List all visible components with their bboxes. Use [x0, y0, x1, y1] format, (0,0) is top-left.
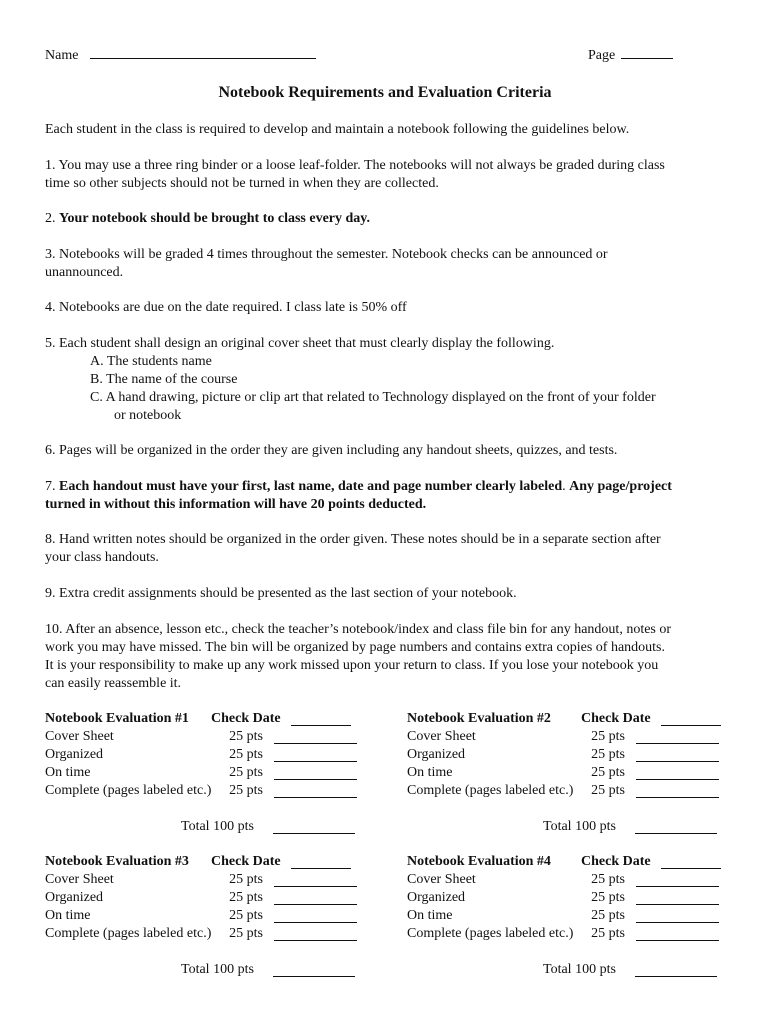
page-blank-line[interactable]: [621, 46, 673, 59]
criterion-label: Complete (pages labeled etc.): [407, 926, 574, 941]
evaluation-block-4: [407, 853, 727, 979]
criterion-points: 25 pts: [591, 729, 625, 744]
item-4: 4. Notebooks are due on the date required. I class late is 50% off: [45, 300, 407, 315]
score-blank[interactable]: [636, 909, 719, 923]
score-blank[interactable]: [636, 873, 719, 887]
score-blank[interactable]: [274, 748, 357, 762]
item-5-sub-c-line-2: or notebook: [114, 408, 182, 423]
page-title: Notebook Requirements and Evaluation Criteria: [218, 84, 552, 101]
score-blank[interactable]: [274, 784, 357, 798]
score-blank[interactable]: [274, 927, 357, 941]
criterion-label: Complete (pages labeled etc.): [407, 783, 574, 798]
total-label: Total 100 pts: [181, 819, 254, 834]
check-date-blank[interactable]: [661, 712, 721, 726]
criterion-points: 25 pts: [229, 908, 263, 923]
item-2-bold-text: Your notebook should be brought to class every day.: [59, 211, 371, 226]
item-5-sub-a: A. The students name: [90, 354, 212, 369]
item-2-number: 2.: [45, 211, 59, 226]
criterion-label: Complete (pages labeled etc.): [45, 783, 212, 798]
item-2: [45, 210, 730, 228]
total-blank[interactable]: [635, 963, 717, 977]
score-blank[interactable]: [274, 766, 357, 780]
criterion-points: 25 pts: [591, 890, 625, 905]
criterion-label: Organized: [45, 890, 104, 905]
criterion-points: 25 pts: [229, 783, 263, 798]
evaluation-title: Notebook Evaluation #4: [407, 854, 551, 869]
score-blank[interactable]: [636, 748, 719, 762]
total-label: Total 100 pts: [543, 962, 616, 977]
item-7-line-1: [45, 478, 730, 496]
criterion-points: 25 pts: [591, 765, 625, 780]
score-blank[interactable]: [274, 730, 357, 744]
item-8-line-1: 8. Hand written notes should be organized in the order given. These notes should be in a separate section after: [45, 532, 661, 547]
check-date-blank[interactable]: [291, 855, 351, 869]
score-blank[interactable]: [274, 891, 357, 905]
criterion-label: Cover Sheet: [407, 872, 476, 887]
total-label: Total 100 pts: [181, 962, 254, 977]
total-blank[interactable]: [273, 820, 355, 834]
evaluation-title: Notebook Evaluation #2: [407, 711, 551, 726]
evaluation-block-3: [45, 853, 365, 979]
intro-text: Each student in the class is required to develop and maintain a notebook following the guidelines below.: [45, 122, 630, 137]
criterion-label: Cover Sheet: [407, 729, 476, 744]
item-7-bold-text-1: Each handout must have your first, last name, date and page number clearly labeled: [59, 479, 563, 494]
item-10-line-1: 10. After an absence, lesson etc., check the teacher’s notebook/index and class file bin for any handout, notes or: [45, 622, 672, 637]
score-blank[interactable]: [636, 766, 719, 780]
total-blank[interactable]: [635, 820, 717, 834]
criterion-points: 25 pts: [229, 765, 263, 780]
criterion-label: On time: [407, 765, 453, 780]
item-7-period: .: [562, 479, 570, 494]
criterion-points: 25 pts: [229, 872, 263, 887]
criterion-label: On time: [45, 908, 91, 923]
item-3-line-1: 3. Notebooks will be graded 4 times throughout the semester. Notebook checks can be announced or: [45, 247, 608, 262]
total-label: Total 100 pts: [543, 819, 616, 834]
score-blank[interactable]: [636, 891, 719, 905]
criterion-points: 25 pts: [591, 747, 625, 762]
score-blank[interactable]: [636, 927, 719, 941]
item-6: 6. Pages will be organized in the order they are given including any handout sheets, quizzes, and tests.: [45, 443, 618, 458]
criterion-label: On time: [45, 765, 91, 780]
criterion-points: 25 pts: [229, 926, 263, 941]
item-1-line-2: time so other subjects should not be turned in when they are collected.: [45, 176, 439, 191]
criterion-points: 25 pts: [591, 872, 625, 887]
total-blank[interactable]: [273, 963, 355, 977]
evaluation-title: Notebook Evaluation #1: [45, 711, 189, 726]
item-10-line-3: It is your responsibility to make up any work missed upon your return to class. If you lose your notebook you: [45, 658, 659, 673]
criterion-label: Organized: [407, 890, 466, 905]
check-date-label: Check Date: [211, 854, 281, 869]
score-blank[interactable]: [636, 730, 719, 744]
score-blank[interactable]: [274, 873, 357, 887]
item-5-sub-c-line-1: C. A hand drawing, picture or clip art that related to Technology displayed on the front of your folder: [90, 390, 656, 405]
page-label: Page: [588, 48, 616, 63]
item-7-bold-text-2: Any page/project: [569, 479, 672, 494]
criterion-points: 25 pts: [229, 729, 263, 744]
criterion-label: Organized: [45, 747, 104, 762]
evaluation-title: Notebook Evaluation #3: [45, 854, 189, 869]
name-blank-line[interactable]: [90, 46, 316, 59]
item-7-line-2: turned in without this information will have 20 points deducted.: [45, 497, 427, 512]
criterion-label: Cover Sheet: [45, 872, 114, 887]
item-5-line-1: 5. Each student shall design an original cover sheet that must clearly display the following.: [45, 336, 555, 351]
item-3-line-2: unannounced.: [45, 265, 124, 280]
check-date-blank[interactable]: [291, 712, 351, 726]
check-date-label: Check Date: [211, 711, 281, 726]
check-date-blank[interactable]: [661, 855, 721, 869]
item-5-sub-b: B. The name of the course: [90, 372, 238, 387]
score-blank[interactable]: [274, 909, 357, 923]
evaluation-block-2: [407, 710, 727, 836]
criterion-label: Complete (pages labeled etc.): [45, 926, 212, 941]
evaluation-block-1: [45, 710, 365, 836]
criterion-points: 25 pts: [229, 747, 263, 762]
criterion-label: Cover Sheet: [45, 729, 114, 744]
check-date-label: Check Date: [581, 854, 651, 869]
criterion-points: 25 pts: [591, 926, 625, 941]
item-10-line-4: can easily reassemble it.: [45, 676, 182, 691]
item-8-line-2: your class handouts.: [45, 550, 159, 565]
criterion-points: 25 pts: [591, 908, 625, 923]
item-7-number: 7.: [45, 479, 59, 494]
criterion-label: On time: [407, 908, 453, 923]
page-field-row: [588, 46, 708, 65]
item-9: 9. Extra credit assignments should be presented as the last section of your notebook.: [45, 586, 517, 601]
check-date-label: Check Date: [581, 711, 651, 726]
name-label: Name: [45, 48, 79, 63]
criterion-label: Organized: [407, 747, 466, 762]
criterion-points: 25 pts: [229, 890, 263, 905]
criterion-points: 25 pts: [591, 783, 625, 798]
item-10-line-2: work you may have missed. The bin will be organized by page numbers and contains extra copies of handouts.: [45, 640, 665, 655]
item-1-line-1: 1. You may use a three ring binder or a loose leaf-folder. The notebooks will not always be graded during class: [45, 158, 665, 173]
score-blank[interactable]: [636, 784, 719, 798]
